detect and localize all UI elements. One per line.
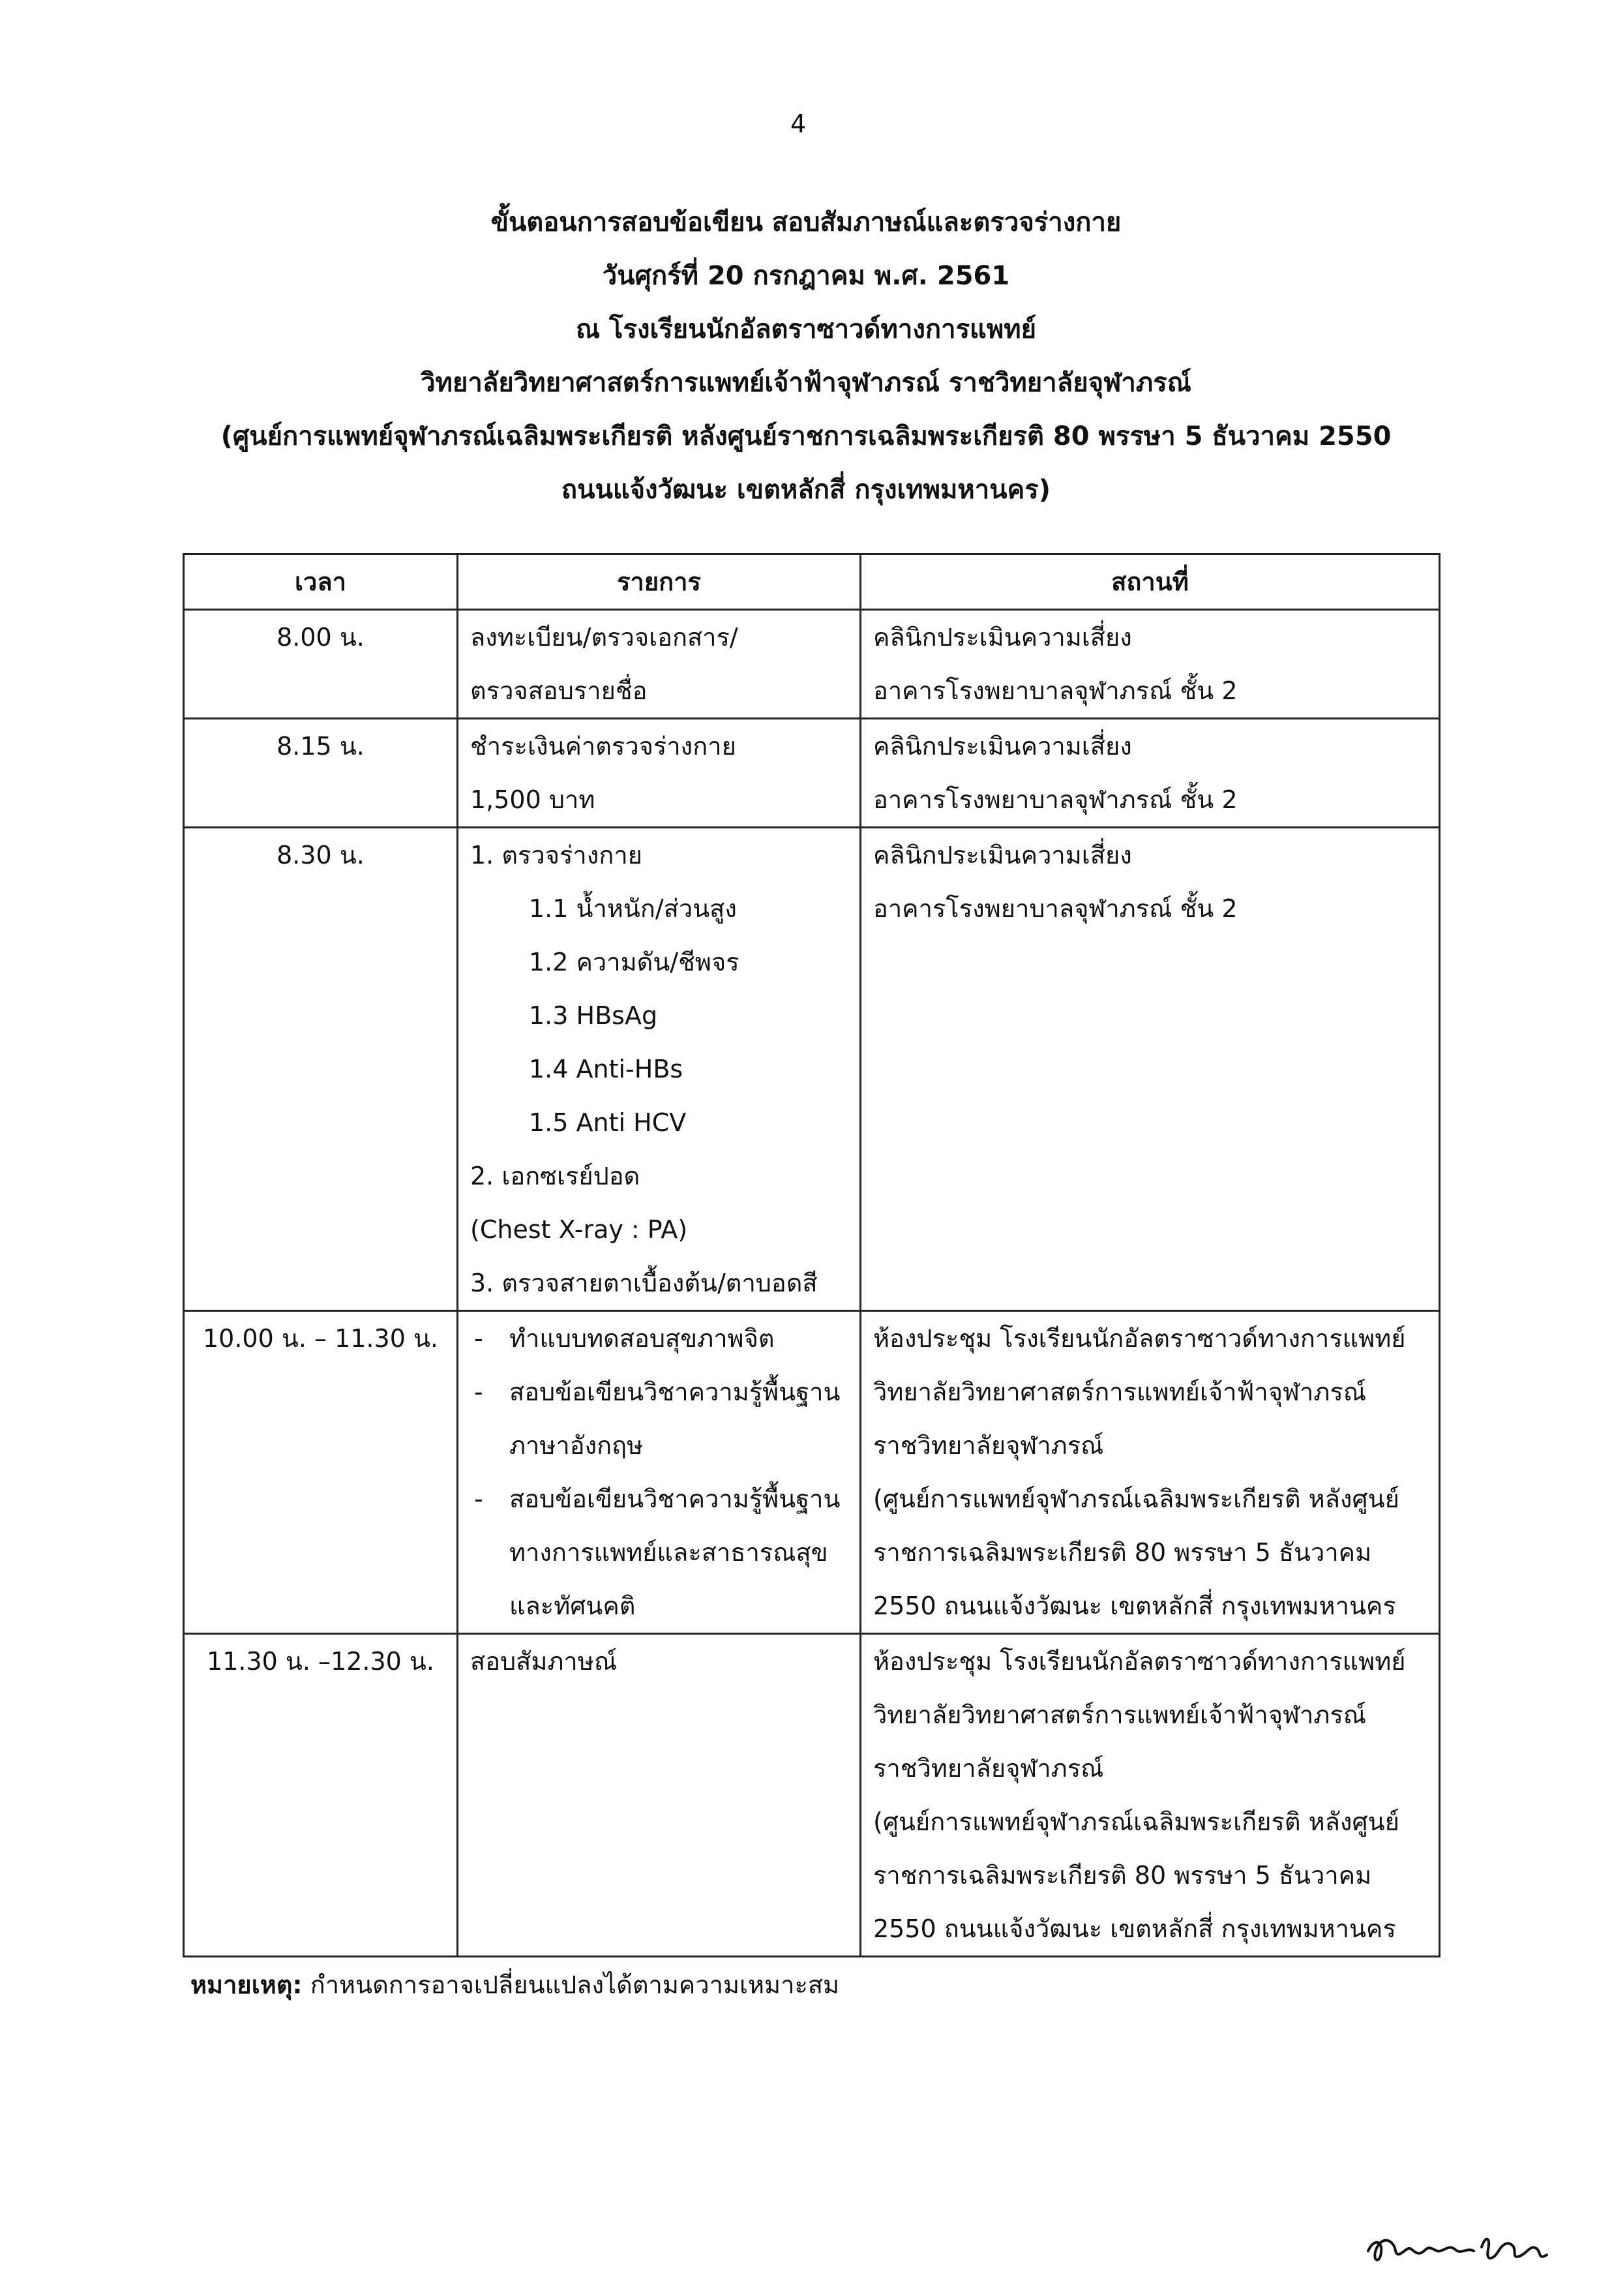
item-cell bbox=[458, 610, 861, 719]
bullet-mark: - bbox=[474, 1485, 483, 1513]
time-cell: 8.30 น. bbox=[184, 828, 458, 1311]
item-cell bbox=[458, 719, 861, 828]
place-line: คลินิกประเมินความเสี่ยง bbox=[873, 841, 1132, 869]
place-cell bbox=[861, 719, 1440, 828]
item-line: 3. ตรวจสายตาเบื้องต้น/ตาบอดสี bbox=[470, 1269, 818, 1297]
bullet-continuation: ทางการแพทย์และสาธารณสุข bbox=[509, 1538, 828, 1567]
header-item: รายการ bbox=[458, 554, 861, 610]
table-row bbox=[184, 1311, 1440, 1634]
item-subline: 1.5 Anti HCV bbox=[529, 1108, 687, 1137]
bullet-mark: - bbox=[474, 1324, 483, 1353]
header-time: เวลา bbox=[184, 554, 458, 610]
item-line: 1. ตรวจร่างกาย bbox=[470, 841, 642, 869]
bullet-text: ทำแบบทดสอบสุขภาพจิต bbox=[509, 1324, 775, 1353]
time-cell: 11.30 น. –12.30 น. bbox=[184, 1634, 458, 1957]
signature bbox=[1363, 2221, 1559, 2273]
bullet-text: สอบข้อเขียนวิชาความรู้พื้นฐาน bbox=[509, 1485, 841, 1513]
bullet-continuation: ภาษาอังกฤษ bbox=[509, 1431, 644, 1460]
item-line: ตรวจสอบรายชื่อ bbox=[470, 676, 648, 705]
place-line: คลินิกประเมินความเสี่ยง bbox=[873, 732, 1132, 761]
schedule-table bbox=[183, 553, 1440, 1957]
place-line: วิทยาลัยวิทยาศาสตร์การแพทย์เจ้าฟ้าจุฬาภรณ์ bbox=[873, 1700, 1367, 1729]
header-place: สถานที่ bbox=[861, 554, 1440, 610]
item-line: 2. เอกซเรย์ปอด bbox=[470, 1162, 640, 1190]
item-cell bbox=[458, 1311, 861, 1634]
time-cell: 8.15 น. bbox=[184, 719, 458, 828]
item-line: 1,500 บาท bbox=[470, 785, 595, 814]
time-cell: 10.00 น. – 11.30 น. bbox=[184, 1311, 458, 1634]
place-line: (ศูนย์การแพทย์จุฬาภรณ์เฉลิมพระเกียรติ หลังศูนย์ bbox=[873, 1807, 1399, 1836]
item-subline: 1.2 ความดัน/ชีพจร bbox=[529, 948, 739, 976]
item-cell bbox=[458, 1634, 861, 1957]
place-line: คลินิกประเมินความเสี่ยง bbox=[873, 623, 1132, 652]
place-line: 2550 ถนนแจ้งวัฒนะ เขตหลักสี่ กรุงเทพมหานคร bbox=[873, 1914, 1396, 1943]
table-row bbox=[184, 719, 1440, 828]
title-address-line-2: ถนนแจ้งวัฒนะ เขตหลักสี่ กรุงเทพมหานคร) bbox=[561, 475, 1051, 505]
bullet-mark: - bbox=[474, 1378, 483, 1406]
place-line: ห้องประชุม โรงเรียนนักอัลตราซาวด์ทางการแพทย์ bbox=[873, 1324, 1406, 1353]
document-title bbox=[0, 196, 1612, 517]
item-line: (Chest X-ray : PA) bbox=[470, 1215, 688, 1244]
item-line: สอบสัมภาษณ์ bbox=[470, 1647, 618, 1676]
table-header-row bbox=[184, 554, 1440, 610]
place-cell bbox=[861, 1634, 1440, 1957]
place-line: ราชวิทยาลัยจุฬาภรณ์ bbox=[873, 1431, 1104, 1460]
title-venue-line: ณ โรงเรียนนักอัลตราซาวด์ทางการแพทย์ bbox=[575, 314, 1036, 344]
place-line: อาคารโรงพยาบาลจุฬาภรณ์ ชั้น 2 bbox=[873, 785, 1238, 814]
place-line: อาคารโรงพยาบาลจุฬาภรณ์ ชั้น 2 bbox=[873, 894, 1238, 923]
bullet-continuation: และทัศนคติ bbox=[509, 1592, 636, 1620]
place-cell bbox=[861, 1311, 1440, 1634]
note-text: กำหนดการอาจเปลี่ยนแปลงได้ตามความเหมาะสม bbox=[302, 1971, 840, 1999]
title-date-line: วันศุกร์ที่ 20 กรกฎาคม พ.ศ. 2561 bbox=[602, 261, 1010, 291]
bullet-item bbox=[470, 1365, 848, 1419]
page-number: 4 bbox=[790, 110, 807, 138]
place-line: วิทยาลัยวิทยาศาสตร์การแพทย์เจ้าฟ้าจุฬาภรณ์ bbox=[873, 1378, 1367, 1406]
place-cell bbox=[861, 610, 1440, 719]
place-line: ราชวิทยาลัยจุฬาภรณ์ bbox=[873, 1754, 1104, 1783]
note-label: หมายเหตุ: bbox=[190, 1971, 303, 1999]
place-line: ห้องประชุม โรงเรียนนักอัลตราซาวด์ทางการแพทย์ bbox=[873, 1647, 1406, 1676]
place-line: 2550 ถนนแจ้งวัฒนะ เขตหลักสี่ กรุงเทพมหานคร bbox=[873, 1592, 1396, 1620]
item-subline: 1.3 HBsAg bbox=[529, 1001, 658, 1030]
bullet-item bbox=[470, 1472, 848, 1526]
title-college-line: วิทยาลัยวิทยาศาสตร์การแพทย์เจ้าฟ้าจุฬาภรณ์ ราชวิทยาลัยจุฬาภรณ์ bbox=[421, 368, 1191, 398]
title-address-line: (ศูนย์การแพทย์จุฬาภรณ์เฉลิมพระเกียรติ หลังศูนย์ราชการเฉลิมพระเกียรติ 80 พรรษา 5 ธันวาคม 2550 bbox=[220, 421, 1392, 451]
table-row bbox=[184, 828, 1440, 1311]
table-row bbox=[184, 1634, 1440, 1957]
item-line: ชำระเงินค่าตรวจร่างกาย bbox=[470, 732, 736, 761]
time-cell: 8.00 น. bbox=[184, 610, 458, 719]
bullet-item bbox=[470, 1312, 848, 1365]
place-cell bbox=[861, 828, 1440, 1311]
place-line: ราชการเฉลิมพระเกียรติ 80 พรรษา 5 ธันวาคม bbox=[873, 1538, 1372, 1567]
place-line: (ศูนย์การแพทย์จุฬาภรณ์เฉลิมพระเกียรติ หลังศูนย์ bbox=[873, 1485, 1399, 1513]
item-subline: 1.1 น้ำหนัก/ส่วนสูง bbox=[529, 894, 737, 923]
place-line: ราชการเฉลิมพระเกียรติ 80 พรรษา 5 ธันวาคม bbox=[873, 1861, 1372, 1890]
place-line: อาคารโรงพยาบาลจุฬาภรณ์ ชั้น 2 bbox=[873, 676, 1238, 705]
bullet-text: สอบข้อเขียนวิชาความรู้พื้นฐาน bbox=[509, 1378, 841, 1406]
item-line: ลงทะเบียน/ตรวจเอกสาร/ bbox=[470, 623, 738, 652]
note bbox=[190, 1965, 839, 2004]
item-subline: 1.4 Anti-HBs bbox=[529, 1055, 683, 1083]
title-line: ขั้นตอนการสอบข้อเขียน สอบสัมภาษณ์และตรวจร่างกาย bbox=[490, 207, 1122, 237]
item-cell bbox=[458, 828, 861, 1311]
table-row bbox=[184, 610, 1440, 719]
